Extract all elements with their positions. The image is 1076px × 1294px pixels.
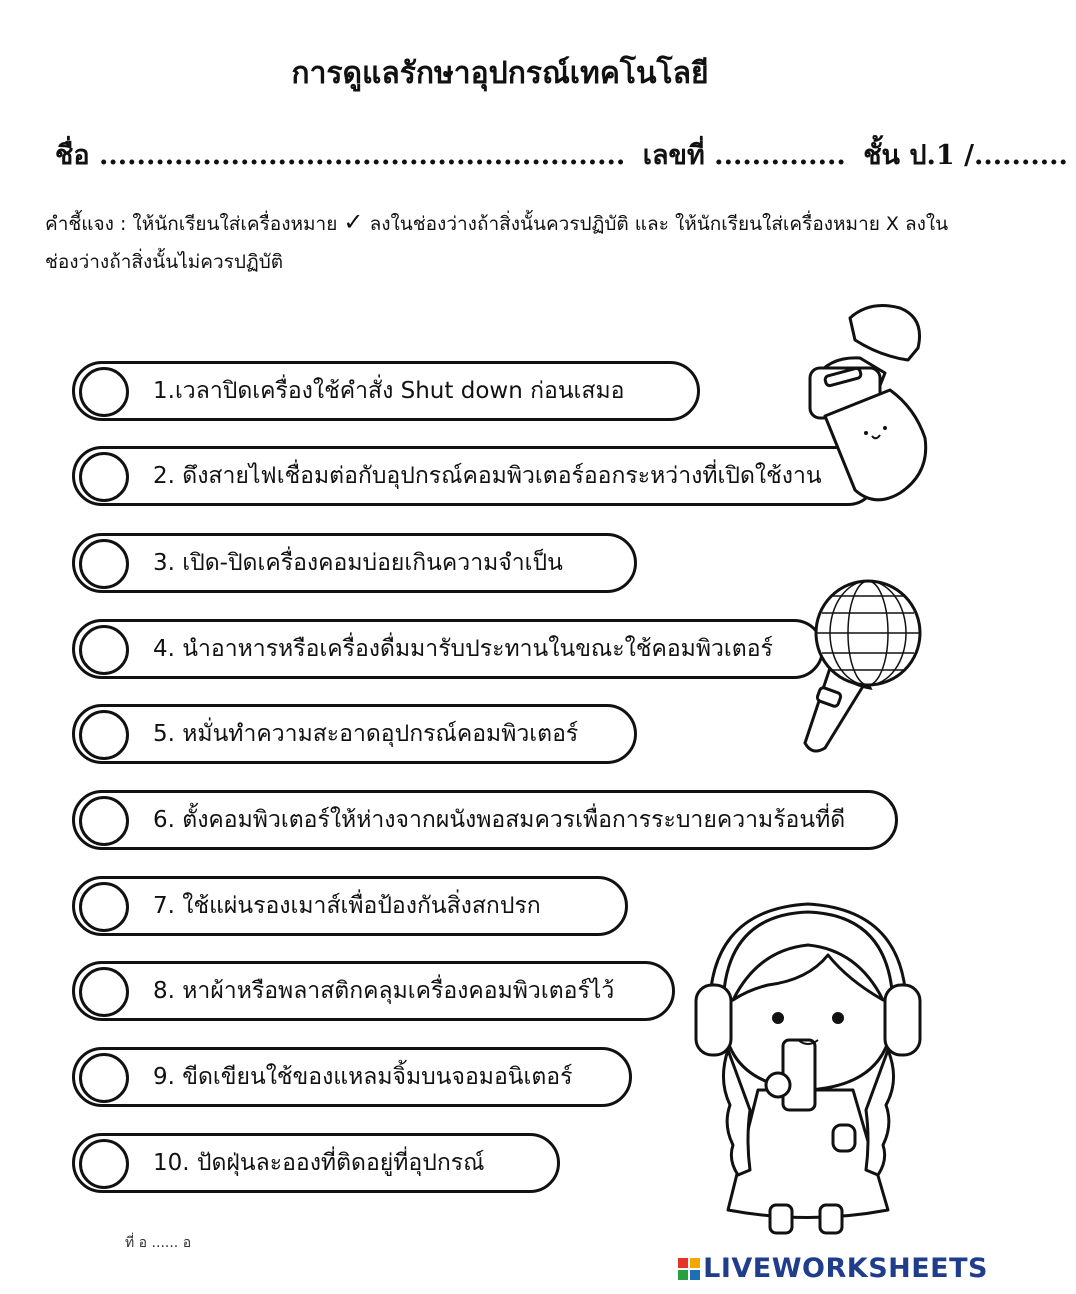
microphone-icon [770, 578, 930, 758]
item-text-10: 10. ปัดฝุ่นละอองที่ติดอยู่ที่อุปกรณ์ [153, 1150, 485, 1176]
class-field[interactable]: ชั้น ป.1 /.......... [863, 140, 1068, 171]
answer-circle-6[interactable] [79, 796, 129, 846]
item-row-9 [72, 1047, 632, 1107]
answer-circle-3[interactable] [79, 539, 129, 589]
item-row-8 [72, 961, 675, 1021]
item-row-6 [72, 790, 898, 850]
item-row-5 [72, 704, 637, 764]
student-info-row [55, 133, 1068, 176]
item-row-3 [72, 533, 637, 593]
item-row-10 [72, 1133, 560, 1193]
item-row-7 [72, 876, 628, 936]
item-text-5: 5. หมั่นทำความสะอาดอุปกรณ์คอมพิวเตอร์ [153, 721, 579, 747]
answer-circle-5[interactable] [79, 710, 129, 760]
item-text-4: 4. นำอาหารหรือเครื่องดื่มมารับประทานในขณะใช้คอมพิวเตอร์ [153, 636, 773, 662]
girl-with-headphones-illustration [688, 890, 928, 1245]
item-text-9: 9. ขีดเขียนใช้ของแหลมจิ้มบนจอมอนิเตอร์ [153, 1064, 573, 1090]
answer-circle-10[interactable] [79, 1139, 129, 1189]
instructions [45, 203, 960, 281]
answer-circle-7[interactable] [79, 882, 129, 932]
item-text-3: 3. เปิด-ปิดเครื่องคอมบ่อยเกินความจำเป็น [153, 550, 563, 576]
footer-partial-text: ที่ อ ...... อ [125, 1235, 192, 1251]
item-text-7: 7. ใช้แผ่นรองเมาส์เพื่อป้องกันสิ่งสกปรก [153, 893, 541, 919]
answer-circle-2[interactable] [79, 452, 129, 502]
item-text-2: 2. ดึงสายไฟเชื่อมต่อกับอุปกรณ์คอมพิวเตอร์ออกระหว่างที่เปิดใช้งาน [153, 463, 822, 489]
answer-circle-4[interactable] [79, 625, 129, 675]
page-title: การดูแลรักษาอุปกรณ์เทคโนโลยี [291, 56, 709, 91]
liveworksheets-icon [678, 1258, 700, 1280]
item-text-1: 1.เวลาปิดเครื่องใช้คำสั่ง Shut down ก่อนเสมอ [153, 378, 625, 404]
answer-circle-1[interactable] [79, 367, 129, 417]
item-text-6: 6. ตั้งคอมพิวเตอร์ให้ห่างจากผนังพอสมควรเพื่อการระบายความร้อนที่ดี [153, 807, 846, 833]
item-row-2 [72, 446, 878, 506]
name-field[interactable]: ชื่อ ........................................................ [55, 140, 626, 171]
flash-drive-icon [790, 298, 940, 513]
liveworksheets-brand: LIVEWORKSHEETS [703, 1253, 988, 1284]
item-row-1 [72, 361, 700, 421]
answer-circle-8[interactable] [79, 967, 129, 1017]
answer-circle-9[interactable] [79, 1053, 129, 1103]
number-field[interactable]: เลขที่ .............. [642, 140, 846, 171]
instructions-text-1: คำชี้แจง : ให้นักเรียนใส่เครื่องหมาย [45, 213, 338, 235]
check-mark-icon: ✓ [343, 208, 364, 236]
item-row-4 [72, 619, 824, 679]
instructions-text-2: ลงในช่องว่างถ้าสิ่งนั้นควรปฏิบัติ และ ให้นักเรียนใส่เครื่องหมาย X ลงในช่องว่างถ้าสิ่งนั้นไม่ควรปฏิบัติ [45, 213, 949, 273]
liveworksheets-logo[interactable] [678, 1253, 988, 1284]
item-text-8: 8. หาผ้าหรือพลาสติกคลุมเครื่องคอมพิวเตอร์ไว้ [153, 978, 615, 1004]
